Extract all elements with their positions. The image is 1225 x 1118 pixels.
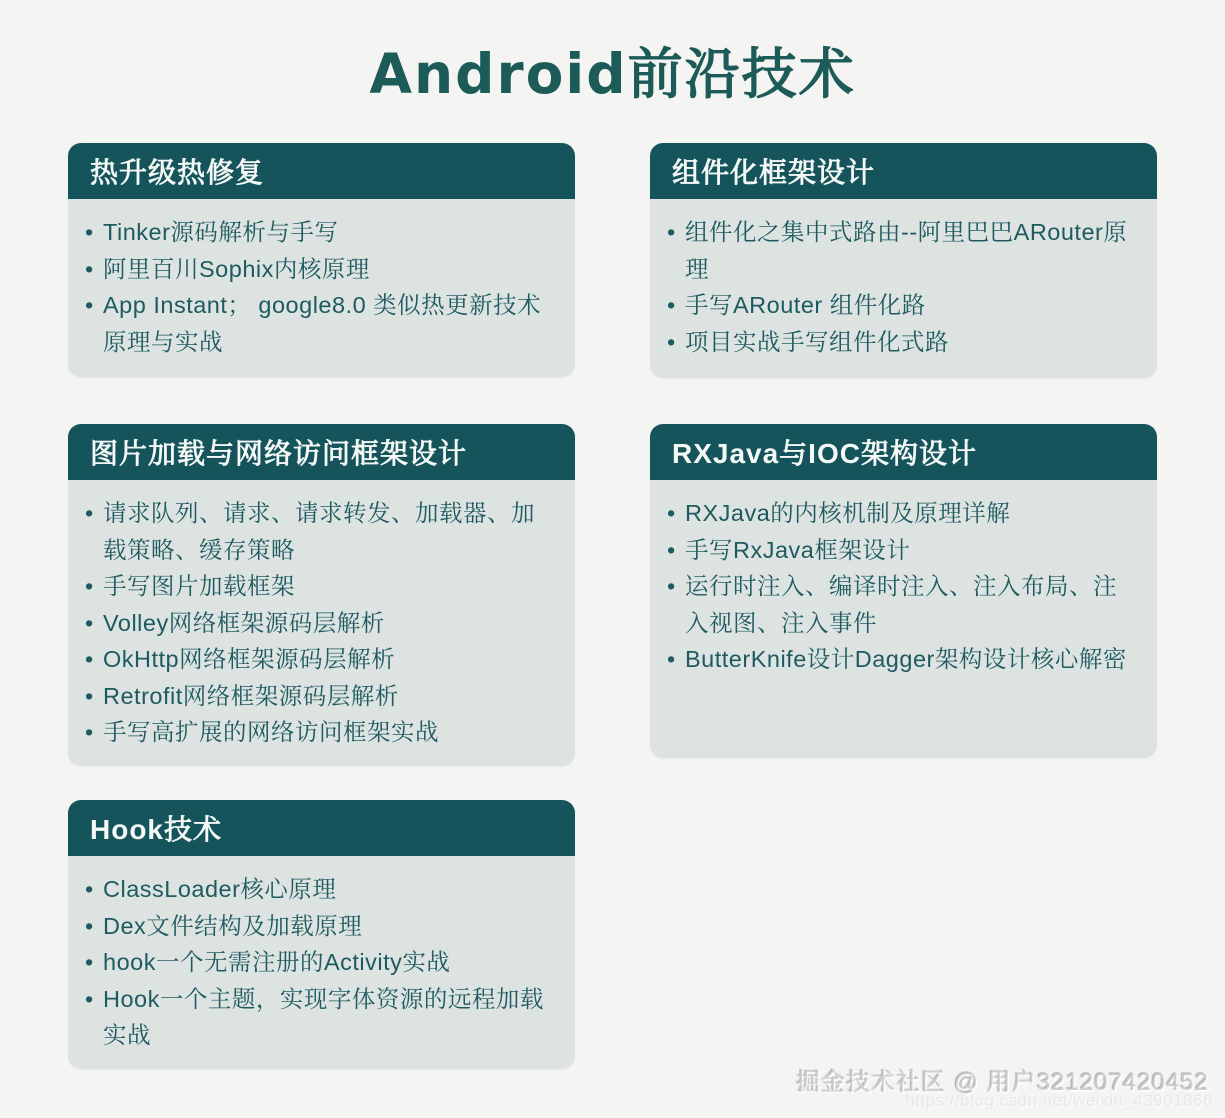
list-item	[80, 944, 557, 981]
bullet-icon: •	[85, 985, 94, 1012]
bullet-icon: •	[85, 255, 94, 282]
list-item	[662, 568, 1139, 641]
card-componentization-framework-list	[650, 199, 1157, 378]
list-item-text: Volley网络框架源码层解析	[103, 609, 385, 636]
list-item-text: OkHttp网络框架源码层解析	[103, 646, 396, 672]
card-image-loading-network-framework-header	[68, 424, 575, 480]
list-item-text: 组件化之集中式路由--阿里巴巴ARouter原理	[685, 219, 1128, 282]
list-item-text: Retrofit网络框架源码层解析	[103, 682, 399, 709]
list-item-text: App Instant； google8.0 类似热更新技术原理与实战	[103, 292, 542, 355]
list-item	[80, 871, 557, 908]
list-item	[80, 287, 557, 360]
card-componentization-framework	[650, 143, 1157, 378]
card-title: RXJava与IOC架构设计	[672, 438, 977, 469]
card-title: 热升级热修复	[90, 157, 265, 188]
bullet-icon: •	[85, 949, 94, 975]
list-item-text: 手写RxJava框架设计	[685, 536, 911, 563]
list-item	[80, 981, 557, 1054]
list-item-text: hook一个无需注册的Activity实战	[103, 949, 451, 975]
list-item	[662, 214, 1139, 287]
list-item	[80, 678, 557, 715]
bullet-icon: •	[85, 912, 94, 939]
bullet-icon: •	[667, 500, 676, 526]
card-image-loading-network-framework	[68, 424, 575, 766]
watermark-community-user: 掘金技术社区 @ 用户321207420452	[796, 1069, 1209, 1096]
bullet-icon: •	[85, 500, 94, 526]
list-item	[662, 287, 1139, 324]
card-componentization-framework-header	[650, 143, 1157, 199]
watermark-blog-url: https://blog.csdn.net/weixin_43901866	[905, 1091, 1213, 1110]
card-title: Hook技术	[90, 814, 223, 845]
bullet-icon: •	[85, 609, 94, 636]
bullet-icon: •	[667, 536, 676, 563]
card-image-loading-network-framework-list	[68, 480, 575, 766]
bullet-icon: •	[667, 219, 676, 245]
list-item-text: Tinker源码解析与手写	[103, 219, 339, 245]
list-item-text: Dex文件结构及加载原理	[103, 912, 363, 939]
list-item	[80, 214, 557, 251]
bullet-icon: •	[85, 876, 94, 902]
list-item-text: 请求队列、请求、请求转发、加载器、加载策略、缓存策略	[103, 500, 535, 563]
list-item	[80, 908, 557, 945]
list-item-text: 阿里百川Sophix内核原理	[103, 255, 370, 282]
list-item	[80, 495, 557, 568]
bullet-icon: •	[85, 682, 94, 709]
list-item	[662, 495, 1139, 532]
list-item	[80, 605, 557, 642]
card-hook-technology-list	[68, 856, 575, 1069]
page-title: Android前沿技术	[369, 42, 856, 106]
card-hook-technology	[68, 800, 575, 1069]
bullet-icon: •	[667, 292, 676, 318]
card-title: 图片加载与网络访问框架设计	[90, 438, 468, 469]
list-item	[662, 641, 1139, 678]
list-item-text: 运行时注入、编译时注入、注入布局、注入视图、注入事件	[685, 573, 1117, 636]
list-item	[80, 714, 557, 751]
list-item	[662, 324, 1139, 361]
list-item-text: 手写高扩展的网络访问框架实战	[103, 719, 439, 745]
list-item-text: 项目实战手写组件化式路	[685, 328, 949, 355]
list-item-text: 手写ARouter 组件化路	[685, 292, 926, 318]
list-item-text: Hook一个主题，实现字体资源的远程加载实战	[103, 985, 544, 1048]
bullet-icon: •	[667, 573, 676, 599]
list-item	[80, 641, 557, 678]
list-item-text: 手写图片加载框架	[103, 573, 295, 599]
list-item	[662, 532, 1139, 569]
list-item	[80, 568, 557, 605]
card-hot-upgrade-hotfix	[68, 143, 575, 377]
bullet-icon: •	[85, 646, 94, 672]
bullet-icon: •	[85, 719, 94, 745]
list-item-text: RXJava的内核机制及原理详解	[685, 500, 1011, 526]
card-rxjava-ioc-architecture-list	[650, 480, 1157, 758]
list-item-text: ClassLoader核心原理	[103, 876, 337, 902]
card-hook-technology-header	[68, 800, 575, 856]
card-rxjava-ioc-architecture-header	[650, 424, 1157, 480]
card-hot-upgrade-hotfix-list	[68, 199, 575, 377]
bullet-icon: •	[667, 328, 676, 355]
bullet-icon: •	[85, 573, 94, 599]
bullet-icon: •	[85, 219, 94, 245]
list-item-text: ButterKnife设计Dagger架构设计核心解密	[685, 646, 1127, 672]
card-rxjava-ioc-architecture	[650, 424, 1157, 758]
bullet-icon: •	[667, 646, 676, 672]
bullet-icon: •	[85, 292, 94, 318]
list-item	[80, 251, 557, 288]
card-title: 组件化框架设计	[672, 157, 876, 188]
card-hot-upgrade-hotfix-header	[68, 143, 575, 199]
